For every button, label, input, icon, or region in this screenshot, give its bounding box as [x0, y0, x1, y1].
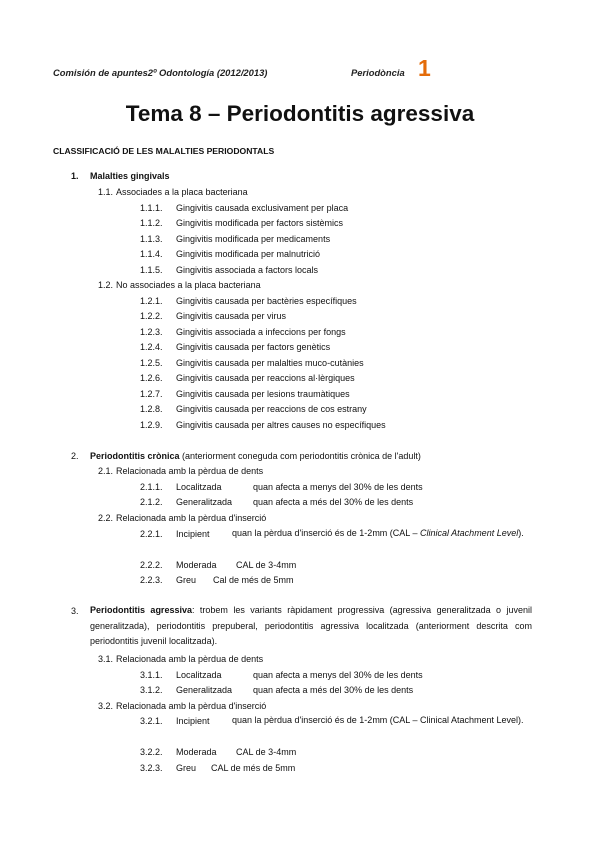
- incipient-end: ).: [518, 528, 524, 538]
- list-item-term: Localitzada: [176, 482, 222, 492]
- list-item-num: 1.1.1.: [140, 203, 163, 213]
- list-item-text: Gingivitis causada per virus: [176, 311, 287, 321]
- s2-title: Periodontitis crònica: [90, 451, 180, 461]
- list-item-text: Gingivitis associada a factors locals: [176, 265, 319, 275]
- s1-num: 1.: [71, 171, 79, 181]
- s2-g2-label: Relacionada amb la pèrdua d'inserció: [116, 513, 267, 523]
- list-item-num: 1.2.7.: [140, 389, 163, 399]
- list-item-text: Gingivitis causada per bactèries específiques: [176, 296, 357, 306]
- list-item-num: 1.2.6.: [140, 373, 163, 383]
- list-item-num: 1.2.5.: [140, 358, 163, 368]
- list-item-num: 3.2.1.: [140, 716, 163, 726]
- list-item-num: 1.2.3.: [140, 327, 163, 337]
- list-item-term: Generalitzada: [176, 497, 233, 507]
- s3-paragraph: [90, 603, 532, 650]
- list-item-num: 1.2.2.: [140, 311, 163, 321]
- page-number: 1: [418, 55, 431, 81]
- s1-g1-label: Associades a la placa bacteriana: [116, 187, 248, 197]
- list-item-term: Generalitzada: [176, 685, 233, 695]
- s2-g1-num: 2.1.: [98, 466, 114, 476]
- list-item-num: 2.1.1.: [140, 482, 163, 492]
- list-item-desc: Cal de més de 5mm: [213, 575, 294, 585]
- s3-desc: : trobem les variants ràpidament progressiva (agressiva generalitzada o juvenil generalitzada), periodontitis prepuberal, periodontitis agressiva localitzada (anteriorment descrita com periodontitis juvenil localitzada).: [90, 605, 532, 646]
- s1-title: Malalties gingivals: [90, 171, 170, 181]
- list-item-text: Gingivitis causada per factors genètics: [176, 342, 331, 352]
- s2-g2-num: 2.2.: [98, 513, 114, 523]
- list-item-num: 2.2.3.: [140, 575, 163, 585]
- list-item-desc: [232, 526, 532, 542]
- list-item-desc: quan afecta a menys del 30% de les dents: [253, 482, 423, 492]
- list-item-text: Gingivitis causada per altres causes no específiques: [176, 420, 386, 430]
- list-item-num: 1.2.1.: [140, 296, 163, 306]
- page-title: Tema 8 – Periodontitis agressiva: [125, 101, 475, 126]
- s3-title: Periodontitis agressiva: [90, 605, 192, 615]
- list-item-term: Moderada: [176, 560, 217, 570]
- list-item-term: Greu: [176, 575, 197, 585]
- s3-g2-num: 3.2.: [98, 701, 114, 711]
- list-item-term: Localitzada: [176, 670, 222, 680]
- list-item-desc: CAL de més de 5mm: [211, 763, 296, 773]
- list-item-desc: CAL de 3-4mm: [236, 747, 297, 757]
- list-item-text: Gingivitis causada per reaccions al·lèrgiques: [176, 373, 355, 383]
- list-item-term: Greu: [176, 763, 197, 773]
- list-item-text: Gingivitis modificada per medicaments: [176, 234, 331, 244]
- s3-g2-label: Relacionada amb la pèrdua d'inserció: [116, 701, 267, 711]
- list-item-term: Incipient: [176, 529, 210, 539]
- s2-g1-label: Relacionada amb la pèrdua de dents: [116, 466, 264, 476]
- list-item-num: 3.2.2.: [140, 747, 163, 757]
- s1-g2-label: No associades a la placa bacteriana: [116, 280, 261, 290]
- list-item-num: 3.2.3.: [140, 763, 163, 773]
- list-item-term: Incipient: [176, 716, 210, 726]
- list-item-text: Gingivitis causada exclusivament per placa: [176, 203, 349, 213]
- s3-g1-label: Relacionada amb la pèrdua de dents: [116, 654, 264, 664]
- list-item-num: 2.2.2.: [140, 560, 163, 570]
- list-item-num: 1.2.9.: [140, 420, 163, 430]
- list-item-num: 1.1.5.: [140, 265, 163, 275]
- list-item-text: Gingivitis causada per reaccions de cos estrany: [176, 404, 367, 414]
- list-item-desc: quan afecta a menys del 30% de les dents: [253, 670, 423, 680]
- list-item-desc: quan afecta a més del 30% de les dents: [253, 497, 414, 507]
- s3-num: 3.: [71, 606, 79, 616]
- list-item-text: Gingivitis modificada per factors sistèmics: [176, 218, 344, 228]
- list-item-num: 1.1.4.: [140, 249, 163, 259]
- list-item-desc: CAL de 3-4mm: [236, 560, 297, 570]
- s1-g2-num: 1.2.: [98, 280, 114, 290]
- list-item-num: 1.2.4.: [140, 342, 163, 352]
- header-subject: Periodòncia: [351, 67, 405, 78]
- s1-g1-num: 1.1.: [98, 187, 114, 197]
- s2-num: 2.: [71, 451, 79, 461]
- list-item-term: Moderada: [176, 747, 217, 757]
- s2-desc: (anteriorment coneguda com periodontitis crònica de l'adult): [179, 451, 421, 461]
- list-item-num: 3.1.1.: [140, 670, 163, 680]
- list-item-num: 1.2.8.: [140, 404, 163, 414]
- list-item-num: 1.1.2.: [140, 218, 163, 228]
- s3-g1-num: 3.1.: [98, 654, 114, 664]
- list-item-text: Gingivitis associada a infeccions per fongs: [176, 327, 346, 337]
- list-item-text: Gingivitis causada per malalties muco-cutànies: [176, 358, 364, 368]
- list-item-num: 2.1.2.: [140, 497, 163, 507]
- list-item-num: 2.2.1.: [140, 529, 163, 539]
- list-item-text: Gingivitis modificada per malnutrició: [176, 249, 321, 259]
- list-item-num: 3.1.2.: [140, 685, 163, 695]
- list-item-num: 1.1.3.: [140, 234, 163, 244]
- list-item-desc: quan afecta a més del 30% de les dents: [253, 685, 414, 695]
- section-heading: CLASSIFICACIÓ DE LES MALALTIES PERIODONTALS: [53, 146, 275, 156]
- incipient-desc: quan la pèrdua d'inserció és de 1-2mm (CAL –: [232, 528, 420, 538]
- s2-heading: [90, 451, 421, 462]
- header-course: Comisión de apuntes2º Odontología (2012/2013): [53, 67, 268, 78]
- list-item-text: Gingivitis causada per lesions traumàtiques: [176, 389, 350, 399]
- incipient-italic: Clinical Atachment Level: [420, 528, 519, 538]
- list-item-desc: quan la pèrdua d'inserció és de 1-2mm (CAL – Clinical Atachment Level).: [232, 715, 524, 725]
